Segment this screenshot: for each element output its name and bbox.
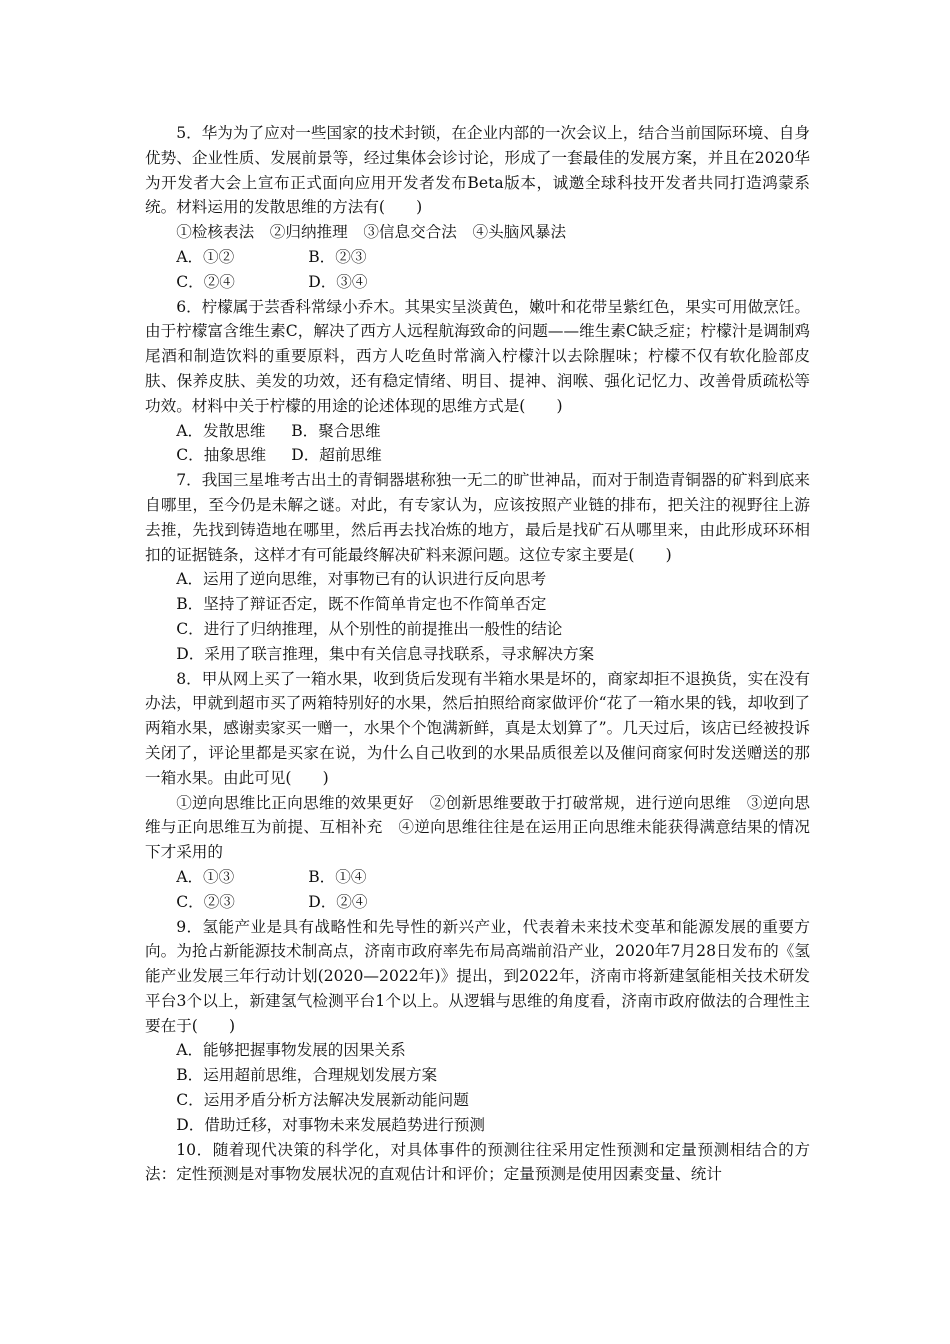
document-page: [145, 121, 810, 1187]
question-5-options-row-1: [145, 245, 810, 270]
question-8-statements: ①逆向思维比正向思维的效果更好 ②创新思维要敢于打破常规，进行逆向思维 ③逆向思维与正向思维互为前提、互相补充 ④逆向思维往往是在运用正向思维未能获得满意结果的情况下才采用的: [145, 793, 810, 862]
question-5-stem: 5．华为为了应对一些国家的技术封锁，在企业内部的一次会议上，结合当前国际环境、自身优势、企业性质、发展前景等，经过集体会诊讨论，形成了一套最佳的发展方案，并且在2020华为开发者大会上宣布正式面向应用开发者发布Beta版本，诚邀全球科技开发者共同打造鸿蒙系统。材料运用的发散思维的方法有( ): [145, 124, 810, 217]
option-b: B．聚合思维: [291, 421, 381, 440]
question-9-stem: 9．氢能产业是具有战略性和先导性的新兴产业，代表着未来技术变革和能源发展的重要方向。为抢占新能源技术制高点，济南市政府率先布局高端前沿产业，2020年7月28日发布的《氢能产业发展三年行动计划(2020—2022年)》提出，到2022年，济南市将新建氢能相关技术研发平台3个以上，新建氢气检测平台1个以上。从逻辑与思维的角度看，济南市政府做法的合理性主要在于( ): [145, 917, 810, 1035]
question-5-options-row-2: [145, 270, 810, 295]
question-8-options-row-1: [145, 865, 810, 890]
question-8-options-row-2: [145, 890, 810, 915]
question-8-stem: 8．甲从网上买了一箱水果，收到货后发现有半箱水果是坏的，商家却拒不退换货，实在没有办法，甲就到超市买了两箱特别好的水果，然后拍照给商家做评价“花了一箱水果的钱，却收到了两箱水果，感谢卖家买一赠一，水果个个饱满新鲜，真是太划算了”。几天过后，该店已经被投诉关闭了，评论里都是买家在说，为什么自己收到的水果品质很差以及催问商家何时发送赠送的那一箱水果。由此可见( ): [145, 669, 810, 787]
question-6-options-row-1: [145, 419, 810, 444]
option-a: A．发散思维: [176, 421, 266, 440]
question-6-options-row-2: [145, 443, 810, 468]
option-c: C．运用矛盾分析方法解决发展新动能问题: [176, 1091, 469, 1110]
option-d: D．借助迁移，对事物未来发展趋势进行预测: [176, 1115, 485, 1134]
option-a: A．①②: [176, 247, 235, 266]
option-a: A．运用了逆向思维，对事物已有的认识进行反向思考: [176, 570, 547, 589]
option-c: C．抽象思维: [176, 446, 267, 465]
option-a: A．能够把握事物发展的因果关系: [176, 1041, 406, 1060]
option-d: D．②④: [308, 892, 368, 911]
option-d: D．超前思维: [291, 446, 382, 465]
question-10-stem: 10．随着现代决策的科学化，对具体事件的预测往往采用定性预测和定量预测相结合的方法：定性预测是对事物发展状况的直观估计和评价；定量预测是使用因素变量、统计: [145, 1140, 810, 1184]
option-c: C．②④: [176, 272, 235, 291]
option-d: D．采用了联言推理，集中有关信息寻找联系，寻求解决方案: [176, 644, 595, 663]
option-b: B．运用超前思维，合理规划发展方案: [176, 1066, 438, 1085]
option-b: B．坚持了辩证否定，既不作简单肯定也不作简单否定: [176, 595, 547, 614]
question-6-stem: 6．柠檬属于芸香科常绿小乔木。其果实呈淡黄色，嫩叶和花带呈紫红色，果实可用做烹饪。由于柠檬富含维生素C，解决了西方人远程航海致命的问题——维生素C缺乏症；柠檬汁是调制鸡尾酒和制造饮料的重要原料，西方人吃鱼时常滴入柠檬汁以去除腥味；柠檬不仅有软化脸部皮肤、保养皮肤、美发的功效，还有稳定情绪、明目、提神、润喉、强化记忆力、改善骨质疏松等功效。材料中关于柠檬的用途的论述体现的思维方式是( ): [145, 297, 810, 415]
question-5-statements: ①检核表法 ②归纳推理 ③信息交合法 ④头脑风暴法: [176, 223, 567, 242]
option-a: A．①③: [176, 867, 235, 886]
option-c: C．②③: [176, 892, 235, 911]
question-7-stem: 7．我国三星堆考古出土的青铜器堪称独一无二的旷世神品，而对于制造青铜器的矿料到底来自哪里，至今仍是未解之谜。对此，有专家认为，应该按照产业链的排布，把关注的视野往上游去推，先找到铸造地在哪里，然后再去找冶炼的地方，最后是找矿石从哪里来，由此形成环环相扣的证据链条，这样才有可能最终解决矿料来源问题。这位专家主要是( ): [145, 471, 810, 564]
option-b: B．①④: [308, 867, 367, 886]
option-c: C．进行了归纳推理，从个别性的前提推出一般性的结论: [176, 619, 563, 638]
option-b: B．②③: [308, 247, 367, 266]
option-d: D．③④: [308, 272, 368, 291]
